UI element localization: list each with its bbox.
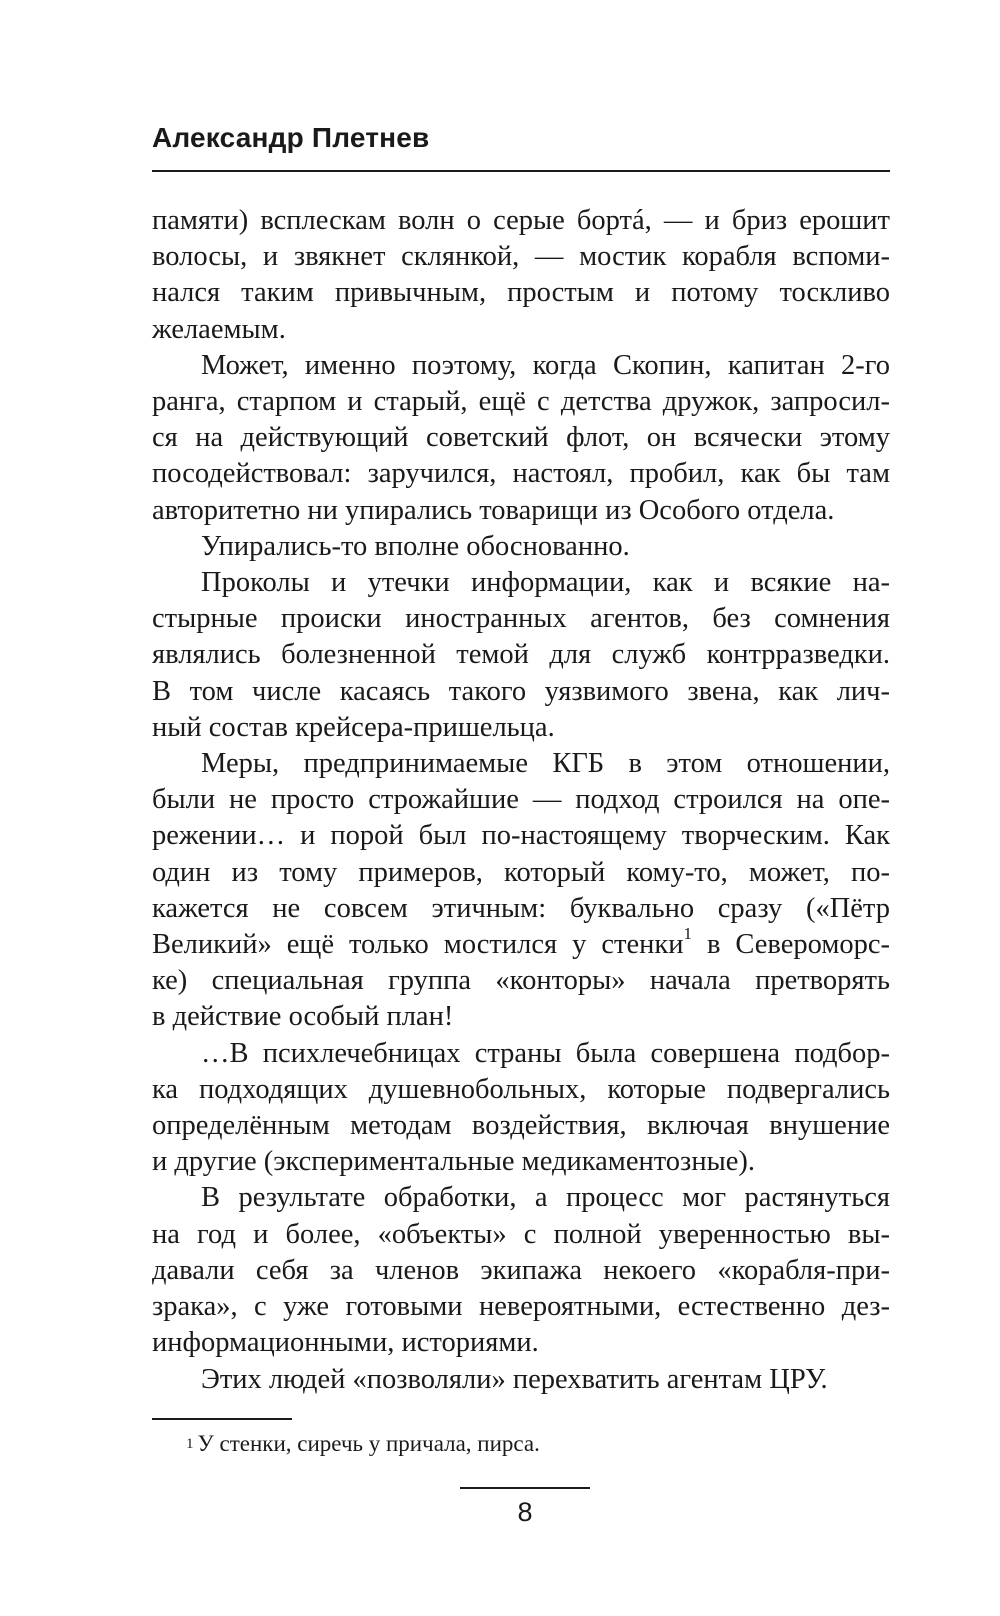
page-number: 8	[517, 1497, 533, 1527]
text-line: являлись болезненной темой для служб контрразведки.	[152, 639, 890, 671]
text-line: определённым методам воздействия, включая внушение	[152, 1110, 890, 1142]
text-line: Может, именно поэтому, когда Скопин, капитан 2-го	[201, 349, 890, 381]
text-line: ка подходящих душевнобольных, которые подвергались	[152, 1073, 890, 1105]
footnote-marker: 1	[186, 1436, 194, 1452]
text-line: ный состав крейсера-пришельца.	[152, 711, 555, 743]
footnote-text: У стенки, сиречь у причала, пирса.	[197, 1431, 540, 1456]
text-fragment: в Североморс-	[691, 929, 890, 961]
text-line: ся на действующий советский флот, он всячески этому	[152, 422, 890, 454]
text-line: и другие (экспериментальные медикаментозные).	[152, 1146, 755, 1178]
folio-rule	[460, 1487, 590, 1489]
text-line: стырные происки иностранных агентов, без сомнения	[152, 603, 890, 635]
text-line: памяти) всплескам волн о серые бортá, — и бриз ерошит	[152, 205, 890, 236]
text-line: на год и более, «объекты» с полной уверенностью вы-	[152, 1218, 890, 1250]
text-line: В результате обработки, а процесс мог растянуться	[201, 1182, 890, 1214]
text-line: …В психлечебницах страны была совершена подбор-	[201, 1037, 890, 1069]
text-fragment: Великий» ещё только мостился у стенки	[152, 929, 684, 961]
text-line: были не просто строжайшие — подход строился на опе-	[152, 784, 890, 816]
text-line: Упирались-то вполне обоснованно.	[201, 530, 630, 562]
text-line: ке) специальная группа «конторы» начала претворять	[152, 965, 890, 997]
text-line: ранга, старпом и старый, ещё с детства дружок, запросил-	[152, 386, 890, 418]
text-line: кажется не совсем этичным: буквально сразу («Пётр	[152, 892, 890, 924]
footnote-rule	[152, 1418, 292, 1420]
text-line: нался таким привычным, простым и потому тоскливо	[152, 277, 890, 309]
text-line: волосы, и звякнет склянкой, — мостик корабля вспоми-	[152, 241, 890, 273]
text-line: давали себя за членов экипажа некоего «корабля-при-	[152, 1254, 890, 1286]
text-line: желаемым.	[152, 313, 286, 345]
text-line: Меры, предпринимаемые КГБ в этом отношении,	[201, 748, 890, 780]
text-line: один из тому примеров, который кому-то, может, по-	[152, 856, 890, 888]
text-line: зрака», с уже готовыми невероятными, естественно дез-	[152, 1291, 890, 1323]
text-line: Этих людей «позволяли» перехватить агентам ЦРУ.	[201, 1363, 828, 1395]
footnote	[186, 1429, 540, 1459]
body-text	[152, 203, 890, 1398]
header-rule	[152, 170, 890, 172]
text-line: авторитетно ни упирались товарищи из Особого отдела.	[152, 494, 835, 526]
running-title: Александр Плетнев	[152, 122, 430, 153]
text-line: Проколы и утечки информации, как и всякие на-	[201, 567, 890, 599]
footnote-reference[interactable]: 1	[683, 924, 692, 944]
text-line: В том числе касаясь такого уязвимого звена, как лич-	[152, 675, 890, 707]
text-line: режении… и порой был по-настоящему творческим. Как	[152, 820, 890, 852]
text-line-with-footnote	[152, 924, 890, 963]
text-line: посодействовал: заручился, настоял, пробил, как бы там	[152, 458, 890, 490]
text-line: информационными, историями.	[152, 1327, 539, 1359]
text-line: в действие особый план!	[152, 1001, 454, 1033]
